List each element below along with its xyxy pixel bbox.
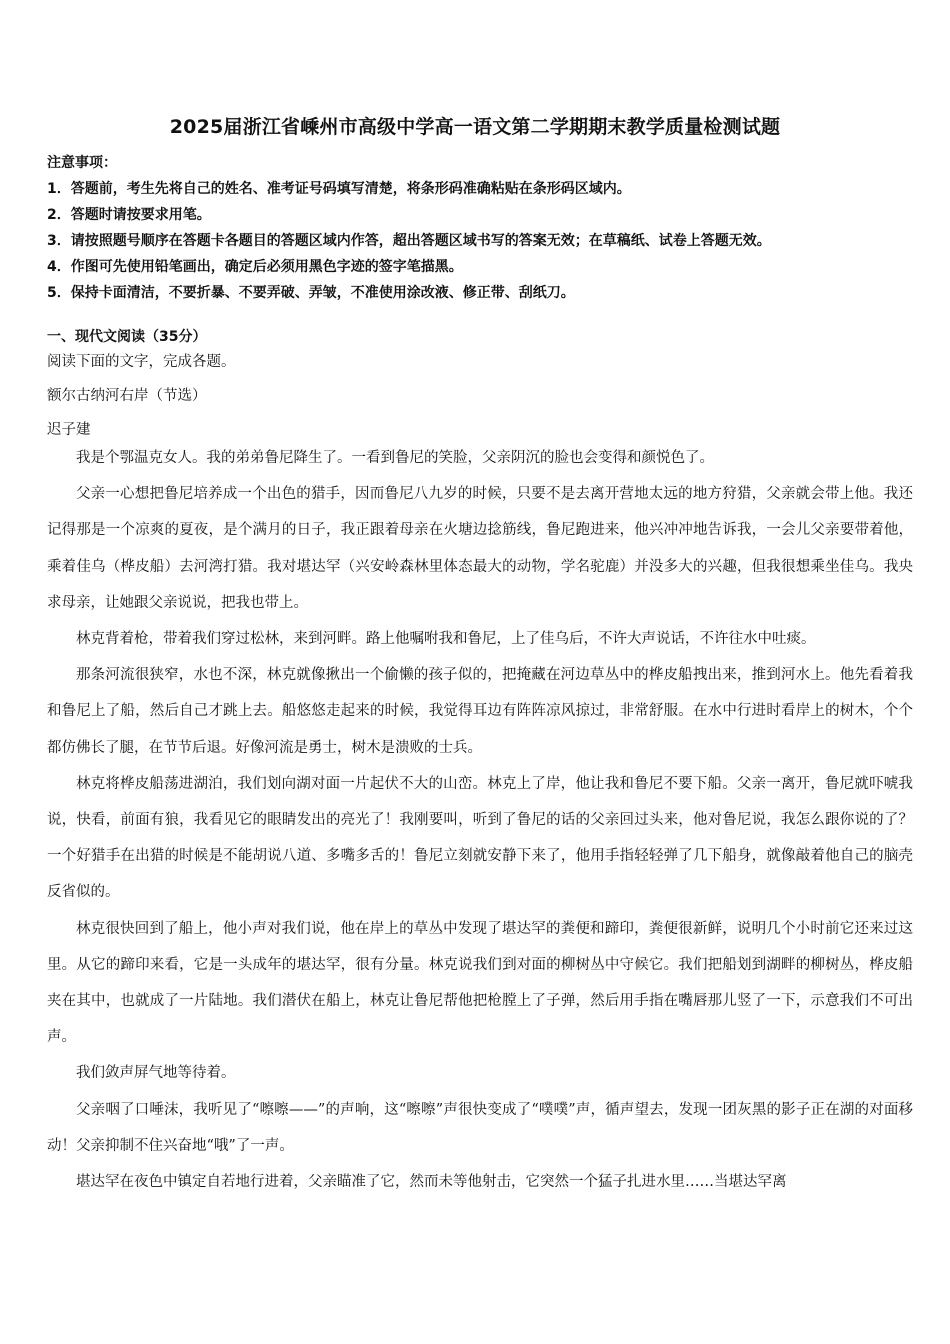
paragraph: 我是个鄂温克女人。我的弟弟鲁尼降生了。一看到鲁尼的笑脸，父亲阴沉的脸也会变得和颜悦色了。 [76, 450, 714, 466]
notice-list [47, 176, 917, 306]
paragraph: 林克很快回到了船上，他小声对我们说，他在岸上的草丛中发现了堪达罕的粪便和蹄印，粪便很新鲜，说明几个小时前它还来过这里。从它的蹄印来看，它是一头成年的堪达罕，很有分量。林克说我们到对面的柳树丛中守候它。我们把船划到湖畔的柳树丛，桦皮船夹在其中，也就成了一片陆地。我们潜伏在船上，林克让鲁尼帮他把枪膛上了子弹，然后用手指在嘴唇那儿竖了一下，示意我们不可出声。 [47, 920, 913, 1046]
article-title: 额尔古纳河右岸（节选） [47, 388, 207, 404]
page-title: 2025届浙江省嵊州市高级中学高一语文第二学期期末教学质量检测试题 [169, 116, 781, 138]
paragraph: 堪达罕在夜色中镇定自若地行进着，父亲瞄准了它，然而未等他射击，它突然一个猛子扎进水里……当堪达罕离 [76, 1174, 787, 1191]
section-instruction: 阅读下面的文字，完成各题。 [47, 354, 236, 370]
notice-item: 4．作图可先使用铅笔画出，确定后必须用黑色字迹的签字笔描黑。 [47, 259, 463, 275]
article-author: 迟子建 [47, 422, 91, 438]
article-body [47, 440, 913, 1200]
notice-item: 3．请按照题号顺序在答题卡各题目的答题区域内作答，超出答题区域书写的答案无效；在草稿纸、试卷上答题无效。 [47, 233, 771, 249]
notice-item: 2．答题时请按要求用笔。 [47, 207, 211, 223]
notice-item: 5．保持卡面清洁，不要折暴、不要弄破、弄皱，不准使用涂改液、修正带、刮纸刀。 [47, 285, 575, 301]
paragraph: 林克将桦皮船荡进湖泊，我们划向湖对面一片起伏不大的山峦。林克上了岸，他让我和鲁尼不要下船。父亲一离开，鲁尼就吓唬我说，快看，前面有狼，我看见它的眼睛发出的亮光了！我刚要叫，听到了鲁尼的话的父亲回过头来，他对鲁尼说，我怎么跟你说的了？一个好猎手在出猎的时候是不能胡说八道、多嘴多舌的！鲁尼立刻就安静下来了，他用手指轻轻弹了几下船身，就像敲着他自己的脑壳反省似的。 [47, 775, 913, 901]
notice-heading: 注意事项： [47, 155, 117, 171]
notice-item: 1．答题前，考生先将自己的姓名、准考证号码填写清楚，将条形码准确粘贴在条形码区域内。 [47, 181, 631, 197]
paragraph: 林克背着枪，带着我们穿过松林，来到河畔。路上他嘱咐我和鲁尼，上了佳乌后，不许大声说话，不许往水中吐痰。 [76, 631, 816, 648]
section-heading: 一、现代文阅读（35分） [47, 329, 207, 345]
paragraph: 我们敛声屏气地等待着。 [76, 1065, 236, 1082]
paragraph: 父亲咽了口唾沫，我听见了“嚓嚓——”的声响，这“嚓嚓”声很快变成了“噗噗”声，循声望去，发现一团灰黑的影子正在湖的对面移动！父亲抑制不住兴奋地“哦”了一声。 [47, 1101, 913, 1154]
paragraph: 那条河流很狭窄，水也不深，林克就像揪出一个偷懒的孩子似的，把掩藏在河边草丛中的桦皮船拽出来，推到河水上。他先看着我和鲁尼上了船，然后自己才跳上去。船悠悠走起来的时候，我觉得耳边有阵阵凉风掠过，非常舒服。在水中行进时看岸上的树木，个个都仿佛长了腿，在节节后退。好像河流是勇士，树木是溃败的士兵。 [47, 667, 913, 756]
paragraph: 父亲一心想把鲁尼培养成一个出色的猎手，因而鲁尼八九岁的时候，只要不是去离开营地太远的地方狩猎，父亲就会带上他。我还记得那是一个凉爽的夏夜，是个满月的日子，我正跟着母亲在火塘边捻筋线，鲁尼跑进来，他兴冲冲地告诉我，一会儿父亲要带着他，乘着佳乌（桦皮船）去河湾打猎。我对堪达罕（兴安岭森林里体态最大的动物，学名驼鹿）并没多大的兴趣，但我很想乘坐佳乌。我央求母亲，让她跟父亲说说，把我也带上。 [47, 486, 913, 611]
